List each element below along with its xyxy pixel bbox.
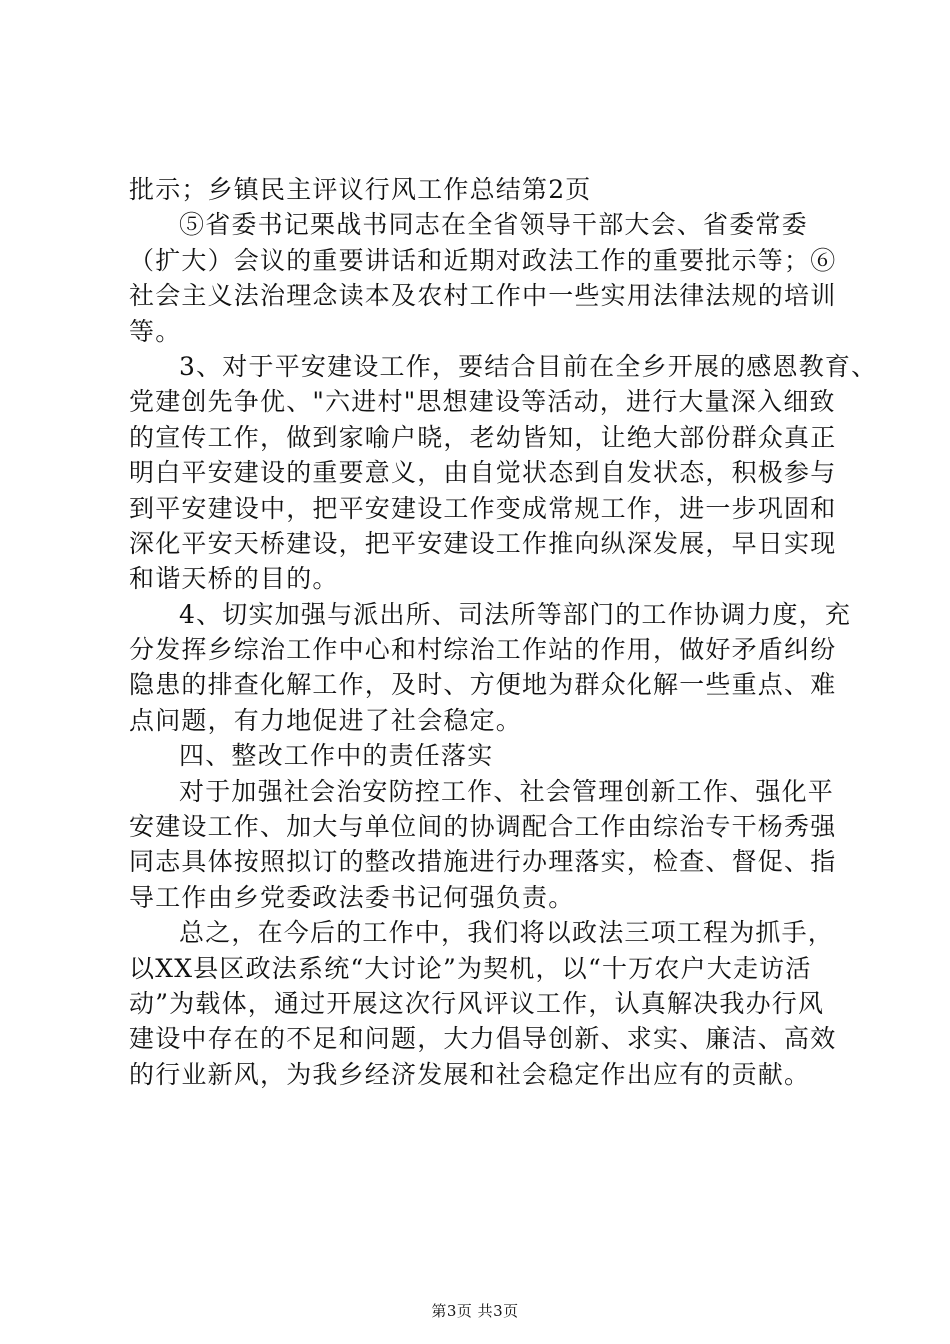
text-line: 到平安建设中，把平安建设工作变成常规工作，进一步巩固和 — [129, 493, 837, 523]
text-line: 导工作由乡党委政法委书记何强负责。 — [129, 882, 575, 912]
text-line: 4、切实加强与派出所、司法所等部门的工作协调力度，充 — [179, 599, 852, 629]
text-line: 以XX县区政法系统“大讨论”为契机，以“十万农户大走访活 — [129, 953, 812, 983]
text-line: 建设中存在的不足和问题，大力倡导创新、求实、廉洁、高效 — [129, 1024, 837, 1054]
text-line: 党建创先争优、"六进村"思想建设等活动，进行大量深入细致 — [129, 387, 836, 417]
text-line: 等。 — [129, 316, 182, 346]
section-heading: 四、整改工作中的责任落实 — [179, 741, 494, 771]
text-line: 对于加强社会治安防控工作、社会管理创新工作、强化平 — [179, 776, 835, 806]
text-line: 3、对于平安建设工作，要结合目前在全乡开展的感恩教育、 — [179, 351, 878, 381]
text-line: 点问题，有力地促进了社会稳定。 — [129, 705, 523, 735]
text-line: 和谐天桥的目的。 — [129, 564, 339, 594]
text-line: 明白平安建设的重要意义，由自觉状态到自发状态，积极参与 — [129, 458, 837, 488]
text-line: 总之，在今后的工作中，我们将以政法三项工程为抓手， — [179, 918, 835, 948]
text-line: 隐患的排查化解工作，及时、方便地为群众化解一些重点、难 — [129, 670, 837, 700]
text-line: 分发挥乡综治工作中心和村综治工作站的作用，做好矛盾纠纷 — [129, 635, 837, 665]
page-footer: 第3页 共3页 — [431, 1302, 519, 1320]
text-line: 社会主义法治理念读本及农村工作中一些实用法律法规的培训 — [129, 281, 837, 311]
text-line: 动”为载体，通过开展这次行风评议工作，认真解决我办行风 — [129, 988, 825, 1018]
text-line: （扩大）会议的重要讲话和近期对政法工作的重要批示等；⑥ — [129, 245, 837, 275]
text-line: 深化平安天桥建设，把平安建设工作推向纵深发展，早日实现 — [129, 528, 837, 558]
text-line: 的行业新风，为我乡经济发展和社会稳定作出应有的贡献。 — [129, 1059, 811, 1089]
document-body — [129, 172, 878, 1092]
text-line: 批示；乡镇民主评议行风工作总结第2页 — [129, 175, 592, 204]
text-line: 安建设工作、加大与单位间的协调配合工作由综治专干杨秀强 — [129, 812, 837, 842]
text-line: 的宣传工作，做到家喻户晓，老幼皆知，让绝大部份群众真正 — [129, 422, 837, 452]
text-line: 同志具体按照拟订的整改措施进行办理落实，检查、督促、指 — [129, 847, 837, 877]
text-line: ⑤省委书记栗战书同志在全省领导干部大会、省委常委 — [179, 210, 808, 240]
